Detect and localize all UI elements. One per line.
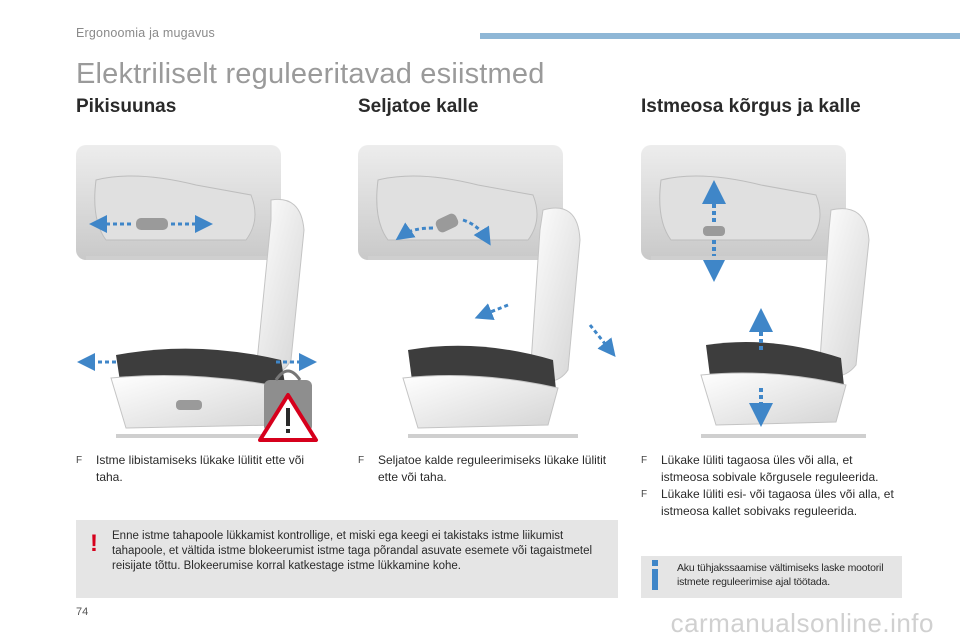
instruction-item <box>358 452 623 486</box>
header-accent-bar <box>480 33 960 39</box>
bullet-marker: F <box>641 455 648 466</box>
seat-switch <box>136 218 168 230</box>
section-label: Ergonoomia ja mugavus <box>76 26 215 40</box>
info-icon <box>651 560 659 590</box>
warning-box <box>76 520 618 598</box>
watermark: carmanualsonline.info <box>670 608 934 638</box>
instruction-item <box>641 452 901 486</box>
instruction-item <box>76 452 326 486</box>
instructions-pikisuunas <box>76 452 326 486</box>
bullet-marker: F <box>76 455 83 466</box>
heading-istmeosa: Istmeosa kõrgus ja kalle <box>641 96 861 117</box>
height-switch <box>703 226 725 236</box>
seat-longitudinal-illustration <box>76 140 341 445</box>
instruction-text: Lükake lüliti tagaosa üles või alla, et istmeosa sobivale kõrgusele reguleerida. <box>661 453 879 484</box>
instruction-item <box>641 486 901 520</box>
heading-pikisuunas: Pikisuunas <box>76 96 177 117</box>
arrow-tilt-back-icon <box>590 325 610 350</box>
warning-text: Enne istme tahapoole lükkamist kontrollige, et miski ega keegi ei takistaks istme liikumist tahapoole, et vältida istme blokeerumist istme taga põrandal asuvate esemete või tagaistmetel reisijate tõttu. Blokeerumise korral katkestage istme lükkamine kohe. <box>112 530 593 572</box>
instructions-istmeosa <box>641 452 901 520</box>
instruction-text: Seljatoe kalde reguleerimiseks lükake lülitit ette või taha. <box>378 453 607 484</box>
page-title: Elektriliselt reguleeritavad esiistmed <box>76 58 545 90</box>
page-number: 74 <box>76 606 89 618</box>
exclamation-icon: ! <box>90 530 98 557</box>
bullet-marker: F <box>358 455 365 466</box>
arrow-tilt-forward-icon <box>483 305 508 315</box>
info-text: Aku tühjakssaamise vältimiseks laske mootoril istmete reguleerimise ajal töötada. <box>677 562 884 588</box>
seat-height-illustration <box>641 140 906 445</box>
seat-backrest-illustration <box>358 140 623 445</box>
info-box <box>641 556 902 598</box>
instruction-text: Lükake lüliti esi- või tagaosa üles või alla, et istmeosa kallet sobivaks reguleerida. <box>661 487 894 518</box>
instruction-text: Istme libistamiseks lükake lülitit ette või taha. <box>96 453 305 484</box>
instructions-seljatoe <box>358 452 623 486</box>
bullet-marker: F <box>641 489 648 500</box>
heading-seljatoe-kalle: Seljatoe kalle <box>358 96 479 117</box>
